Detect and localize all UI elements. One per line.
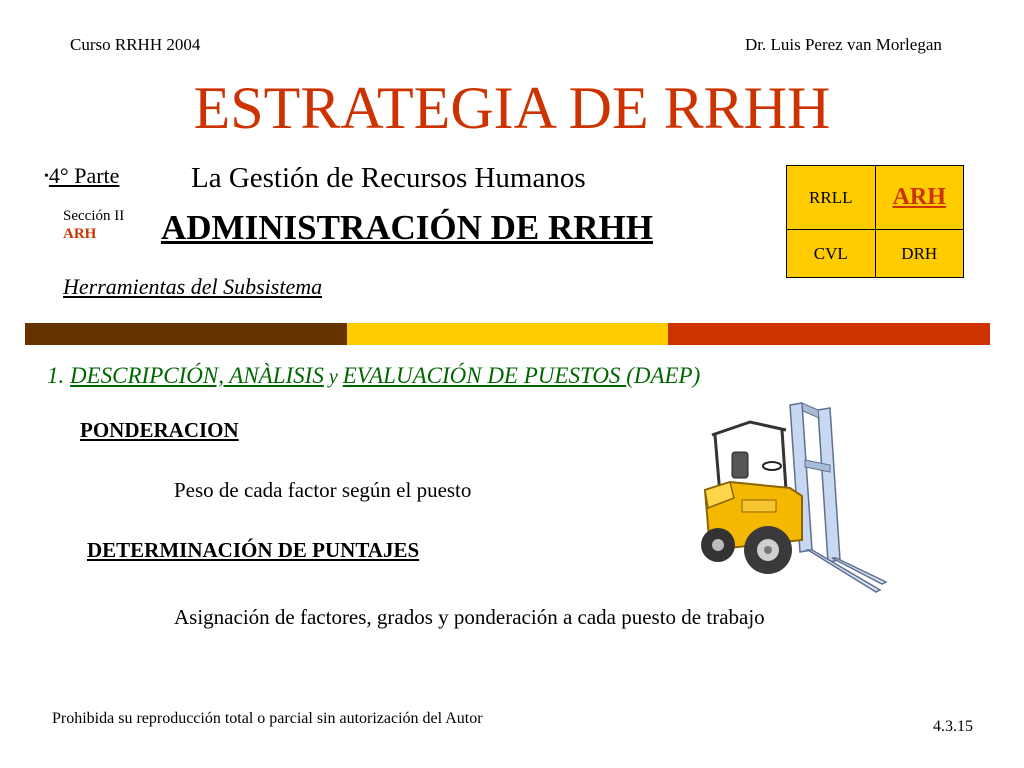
color-bar-segment [668, 323, 990, 345]
slide-subtitle: La Gestión de Recursos Humanos [191, 162, 586, 194]
color-bar-segment [25, 323, 347, 345]
heading-suffix: (DAEP) [626, 363, 701, 388]
slide-title: ESTRATEGIA DE RRHH [193, 75, 831, 141]
bullet-dot: • [44, 169, 49, 184]
section-block [63, 207, 124, 243]
section-heading [47, 363, 700, 389]
section-label: Sección II [63, 208, 125, 224]
heading-part2: EVALUACIÓN DE PUESTOS [342, 363, 627, 388]
ponderacion-heading: PONDERACION [80, 418, 239, 442]
grid-cell-rrll: RRLL [787, 166, 876, 230]
determinacion-heading: DETERMINACIÓN DE PUNTAJES [87, 538, 420, 562]
author-label: Dr. Luis Perez van Morlegan [745, 35, 942, 54]
page-number: 4.3.15 [933, 718, 973, 735]
admin-title: ADMINISTRACIÓN DE RRHH [161, 208, 653, 247]
color-bar-segment [347, 323, 669, 345]
forklift-icon [690, 400, 890, 605]
tools-label: Herramientas del Subsistema [63, 274, 323, 299]
grid-cell-cvl: CVL [787, 230, 876, 278]
grid-cell-arh: ARH [875, 166, 964, 230]
ponderacion-text: Peso de cada factor según el puesto [174, 478, 472, 502]
part-label: 4° Parte [48, 163, 120, 188]
footer-notice: Prohibida su reproducción total o parcial sin autorización del Autor [52, 710, 483, 727]
part-bullet [44, 163, 119, 189]
heading-part1: DESCRIPCIÓN, ANÀLISIS [70, 363, 324, 388]
heading-number: 1. [47, 363, 70, 388]
section-code: ARH [63, 226, 97, 242]
determinacion-text: Asignación de factores, grados y ponderación a cada puesto de trabajo [174, 605, 765, 629]
color-bar [25, 323, 990, 345]
subsystem-grid [786, 165, 964, 278]
heading-conj: y [323, 366, 343, 388]
course-label: Curso RRHH 2004 [70, 35, 201, 54]
grid-cell-drh: DRH [875, 230, 964, 278]
